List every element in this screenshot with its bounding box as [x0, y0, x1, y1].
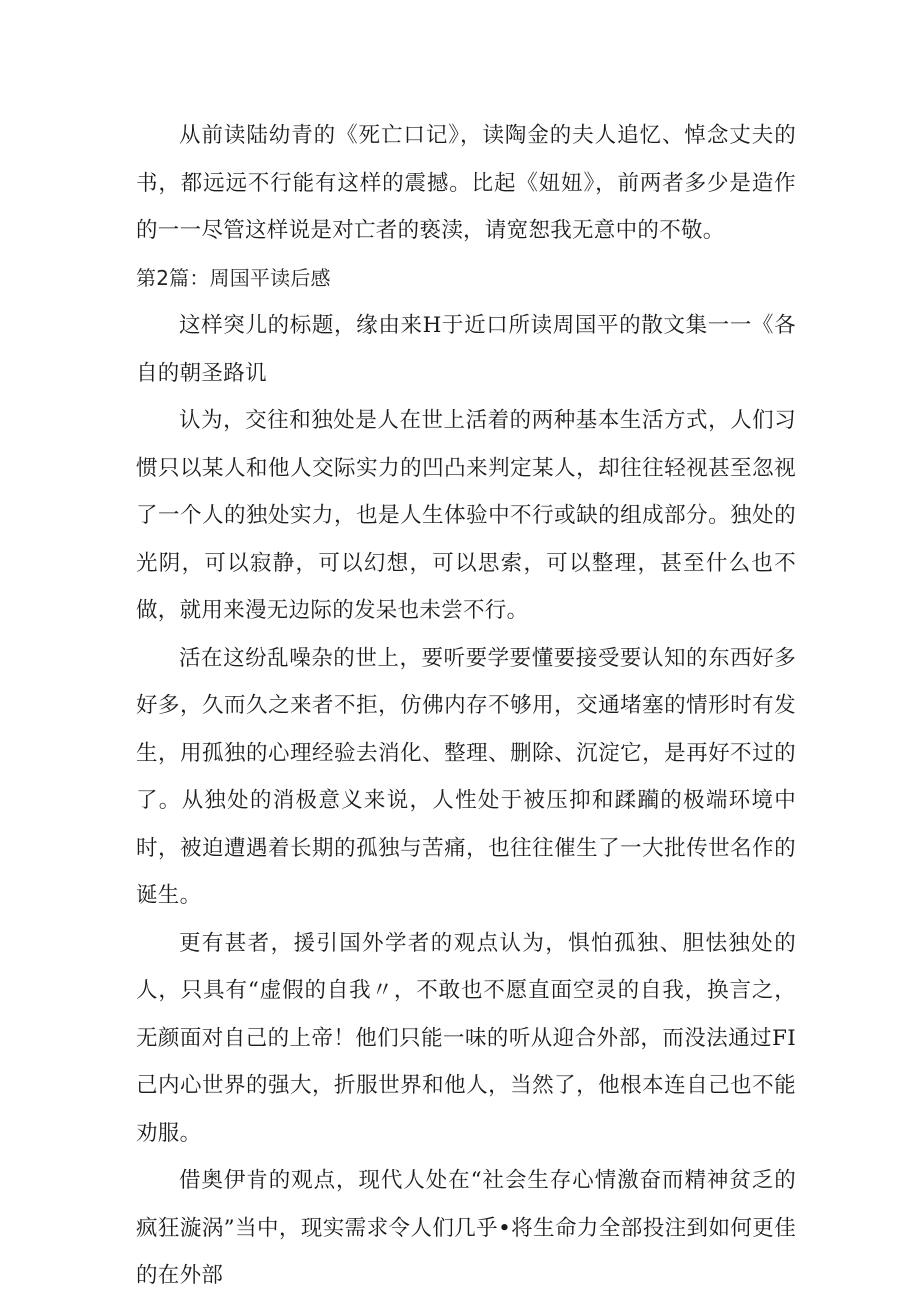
paragraph-intro: 从前读陆幼青的《死亡口记》，读陶金的夫人追忆、悼念丈夫的书，都远远不行能有这样的震撼。比起《妞妞》，前两者多少是造作的一一尽管这样说是对亡者的亵渎，请宽恕我无意中的不敬。: [136, 123, 796, 243]
paragraph-eucken: 借奥伊肯的观点，现代人处在“社会生存心情激奋而精神贫乏的疯狂漩涡”当中，现实需求令人们几乎•将生命力全部投注到如何更佳的在外部: [136, 1168, 796, 1288]
section-heading: 第2篇：周国平读后感: [136, 265, 331, 290]
paragraph-title-reason: 这样突儿的标题，缘由来H于近口所读周国平的散文集一一《各自的朝圣路讥: [136, 313, 796, 386]
document-body: [136, 112, 796, 1300]
paragraph-solitude: 认为，交往和独处是人在世上活着的两种基本生活方式，人们习惯只以某人和他人交际实力的凹凸来判定某人，却往往轻视甚至忽视了一个人的独处实力，也是人生体验中不行或缺的组成部分。独处的光阴，可以寂静，可以幻想，可以思索，可以整理，甚至什么也不做，就用来漫无边际的发呆也未尝不行。: [136, 408, 796, 623]
paragraph-noisy-world: 活在这纷乱噪杂的世上，要听要学要懂要接受要认知的东西好多好多，久而久之来者不拒，仿佛内存不够用，交通堵塞的情形时有发生，用孤独的心理经验去消化、整理、删除、沉淀它，是再好不过的了。从独处的消极意义来说，人性处于被压抑和蹂躏的极端环境中时，被迫遭遇着长期的孤独与苦痛，也往往催生了一大批传世名作的诞生。: [136, 645, 796, 908]
paragraph-false-self: 更有甚者，援引国外学者的观点认为，惧怕孤独、胆怯独处的人，只具有“虚假的自我〃，不敢也不愿直面空灵的自我，换言之，无颜面对自己的上帝！他们只能一味的听从迎合外部，而没法通过FI己内心世界的强大，折服世界和他人，当然了，他根本连自己也不能劝服。: [136, 930, 796, 1146]
